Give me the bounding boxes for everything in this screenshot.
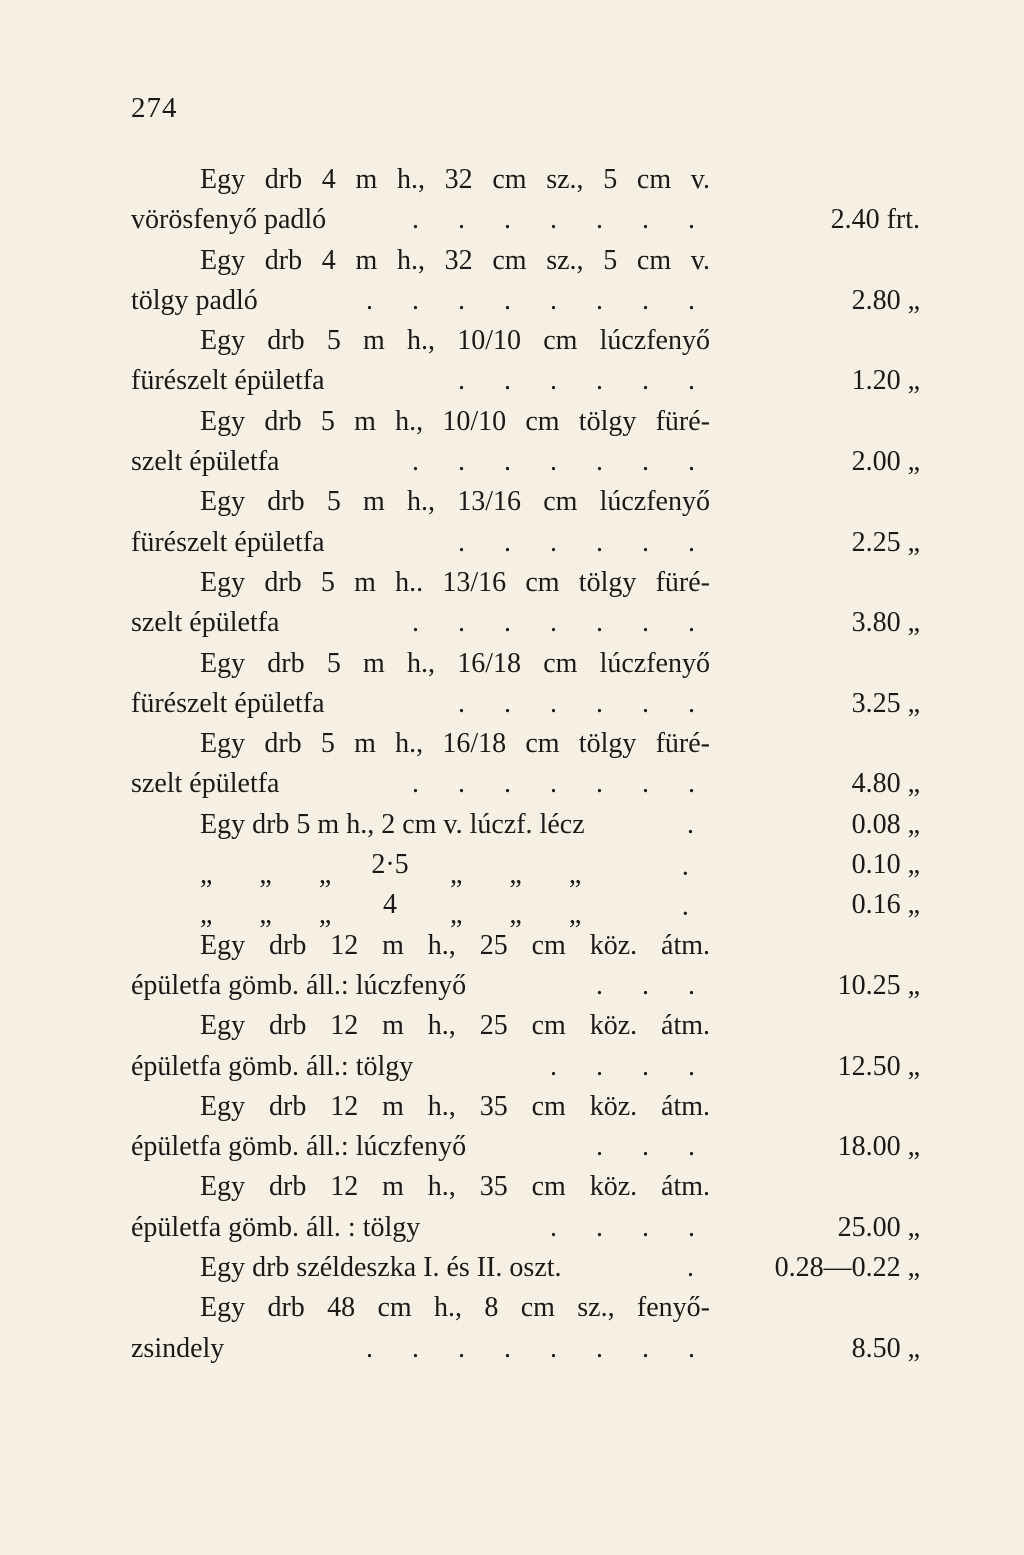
list-line — [0, 482, 1024, 522]
item-text: épületfa gömb. áll.: tölgy — [131, 1050, 414, 1082]
ditto-value: 4 — [383, 889, 397, 921]
item-description-continuation — [131, 764, 711, 804]
list-line — [0, 764, 1024, 804]
item-description — [200, 160, 710, 200]
list-line — [0, 603, 1024, 643]
price-list — [0, 160, 1024, 1369]
leader-dots: . . . . — [550, 1050, 711, 1082]
price-value: 2.80 „ — [851, 284, 920, 316]
list-line — [0, 966, 1024, 1006]
list-line — [0, 1006, 1024, 1046]
item-description-continuation — [131, 684, 711, 724]
leader-dots: . . . . . . . — [412, 607, 711, 639]
list-line — [0, 160, 1024, 200]
list-line — [0, 926, 1024, 966]
item-text: Egy drb 12 m h., 25 cm köz. átm. — [200, 1010, 710, 1042]
item-text: szelt épületfa — [131, 446, 280, 478]
price-value: 12.50 „ — [837, 1050, 920, 1082]
list-line — [0, 563, 1024, 603]
list-line — [0, 523, 1024, 563]
list-line — [0, 644, 1024, 684]
item-text: fürészelt épületfa — [131, 526, 325, 558]
item-description — [200, 482, 710, 522]
price-value: 10.25 „ — [837, 969, 920, 1001]
price-value: 25.00 „ — [837, 1211, 920, 1243]
list-line — [0, 845, 1024, 891]
leader-dots: . — [687, 1252, 710, 1284]
leader-dots: . . . . — [550, 1211, 711, 1243]
item-description-continuation — [131, 361, 711, 401]
item-description-continuation — [131, 200, 711, 240]
item-description-continuation — [131, 281, 711, 321]
price-value: 3.25 „ — [851, 687, 920, 719]
item-description — [200, 241, 710, 281]
leader-dots: . — [687, 808, 710, 840]
item-text: Egy drb széldeszka I. és II. oszt. — [200, 1252, 562, 1284]
price-value: 3.80 „ — [851, 607, 920, 639]
leader-dots: . . . . . . . — [412, 204, 711, 236]
item-description — [200, 1087, 710, 1127]
list-line — [0, 1248, 1024, 1288]
item-text: Egy drb 12 m h., 35 cm köz. átm. — [200, 1090, 710, 1122]
item-description-continuation — [131, 1329, 711, 1369]
list-line — [0, 1167, 1024, 1207]
item-description — [200, 805, 710, 845]
list-line — [0, 1329, 1024, 1369]
item-text: tölgy padló — [131, 284, 258, 316]
item-description — [200, 1248, 710, 1288]
item-description — [200, 1288, 710, 1328]
item-text: Egy drb 4 m h., 32 cm sz., 5 cm v. — [200, 244, 710, 276]
item-text: Egy drb 12 m h., 35 cm köz. átm. — [200, 1171, 710, 1203]
item-description — [200, 1167, 710, 1207]
list-line — [0, 442, 1024, 482]
item-description-continuation — [131, 442, 711, 482]
price-value: 0.08 „ — [851, 808, 920, 840]
price-value: 4.80 „ — [851, 768, 920, 800]
list-line — [0, 402, 1024, 442]
item-text: zsindely — [131, 1332, 225, 1364]
price-value: 0.10 „ — [851, 849, 920, 881]
price-value: 8.50 „ — [851, 1332, 920, 1364]
item-text: épületfa gömb. áll. : tölgy — [131, 1211, 421, 1243]
list-line — [0, 724, 1024, 764]
item-description — [200, 926, 710, 966]
leader-dots: . . . . . . — [458, 526, 711, 558]
item-text: Egy drb 12 m h., 25 cm köz. átm. — [200, 929, 710, 961]
list-line — [0, 361, 1024, 401]
leader-dots: . . . . . . . . — [366, 1332, 711, 1364]
leader-dots: . . . . . . . — [412, 768, 711, 800]
price-value: 1.20 „ — [851, 365, 920, 397]
price-value: 0.28—0.22 „ — [774, 1252, 920, 1284]
item-description — [200, 321, 710, 361]
ditto-marks: „ „ „ — [450, 859, 582, 891]
item-text: Egy drb 5 m h., 16/18 cm tölgy füré- — [200, 728, 710, 760]
list-line — [0, 805, 1024, 845]
leader-dots: . . . . . . . — [412, 446, 711, 478]
item-text: fürészelt épületfa — [131, 365, 325, 397]
list-line — [0, 281, 1024, 321]
item-description-continuation — [131, 1047, 711, 1087]
leader-dots: . . . . . . — [458, 687, 711, 719]
item-text: fürészelt épületfa — [131, 687, 325, 719]
leader-dots: . . . . . . — [458, 365, 711, 397]
item-text: Egy drb 5 m h., 10/10 cm lúczfenyő — [200, 325, 710, 357]
item-description-continuation — [131, 1208, 711, 1248]
leader-dots: . . . — [596, 1131, 711, 1163]
item-text: Egy drb 5 m h., 13/16 cm lúczfenyő — [200, 486, 710, 518]
list-line — [0, 684, 1024, 724]
item-description — [200, 402, 710, 442]
ditto-marks: „ „ „ — [450, 899, 582, 931]
list-line — [0, 1087, 1024, 1127]
item-text: Egy drb 4 m h., 32 cm sz., 5 cm v. — [200, 164, 710, 195]
list-line — [0, 1047, 1024, 1087]
list-line — [0, 1127, 1024, 1167]
price-value: 2.00 „ — [851, 446, 920, 478]
leader-dots: · — [680, 859, 690, 891]
list-line — [0, 200, 1024, 240]
item-description — [200, 724, 710, 764]
ditto-marks: „ „ „ — [200, 899, 332, 931]
item-text: Egy drb 5 m h., 10/10 cm tölgy füré- — [200, 405, 710, 437]
page-number: 274 — [131, 92, 178, 124]
ditto-marks: „ „ „ — [200, 859, 332, 891]
item-text: szelt épületfa — [131, 768, 280, 800]
item-description — [200, 644, 710, 684]
list-line — [0, 885, 1024, 931]
leader-dots: . . . — [596, 969, 711, 1001]
item-text: Egy drb 5 m h.. 13/16 cm tölgy füré- — [200, 566, 710, 598]
item-text: vörösfenyő padló — [131, 204, 327, 236]
list-line — [0, 1288, 1024, 1328]
leader-dots: · — [680, 899, 690, 931]
price-value: 18.00 „ — [837, 1131, 920, 1163]
list-line — [0, 1208, 1024, 1248]
ditto-value: 2·5 — [371, 849, 409, 881]
item-text: épületfa gömb. áll.: lúczfenyő — [131, 1131, 467, 1163]
item-description-continuation — [131, 1127, 711, 1167]
item-text: Egy drb 48 cm h., 8 cm sz., fenyő- — [200, 1292, 710, 1324]
leader-dots: . . . . . . . . — [366, 284, 711, 316]
item-description-continuation — [131, 523, 711, 563]
item-text: Egy drb 5 m h., 2 cm v. lúczf. lécz — [200, 808, 585, 840]
price-value: 2.40 frt. — [830, 204, 920, 236]
item-description — [200, 1006, 710, 1046]
item-text: épületfa gömb. áll.: lúczfenyő — [131, 969, 467, 1001]
item-text: szelt épületfa — [131, 607, 280, 639]
item-text: Egy drb 5 m h., 16/18 cm lúczfenyő — [200, 647, 710, 679]
item-description — [200, 563, 710, 603]
item-description-continuation — [131, 603, 711, 643]
list-line — [0, 321, 1024, 361]
item-description-continuation — [131, 966, 711, 1006]
price-value: 2.25 „ — [851, 526, 920, 558]
price-value: 0.16 „ — [851, 889, 920, 921]
list-line — [0, 241, 1024, 281]
